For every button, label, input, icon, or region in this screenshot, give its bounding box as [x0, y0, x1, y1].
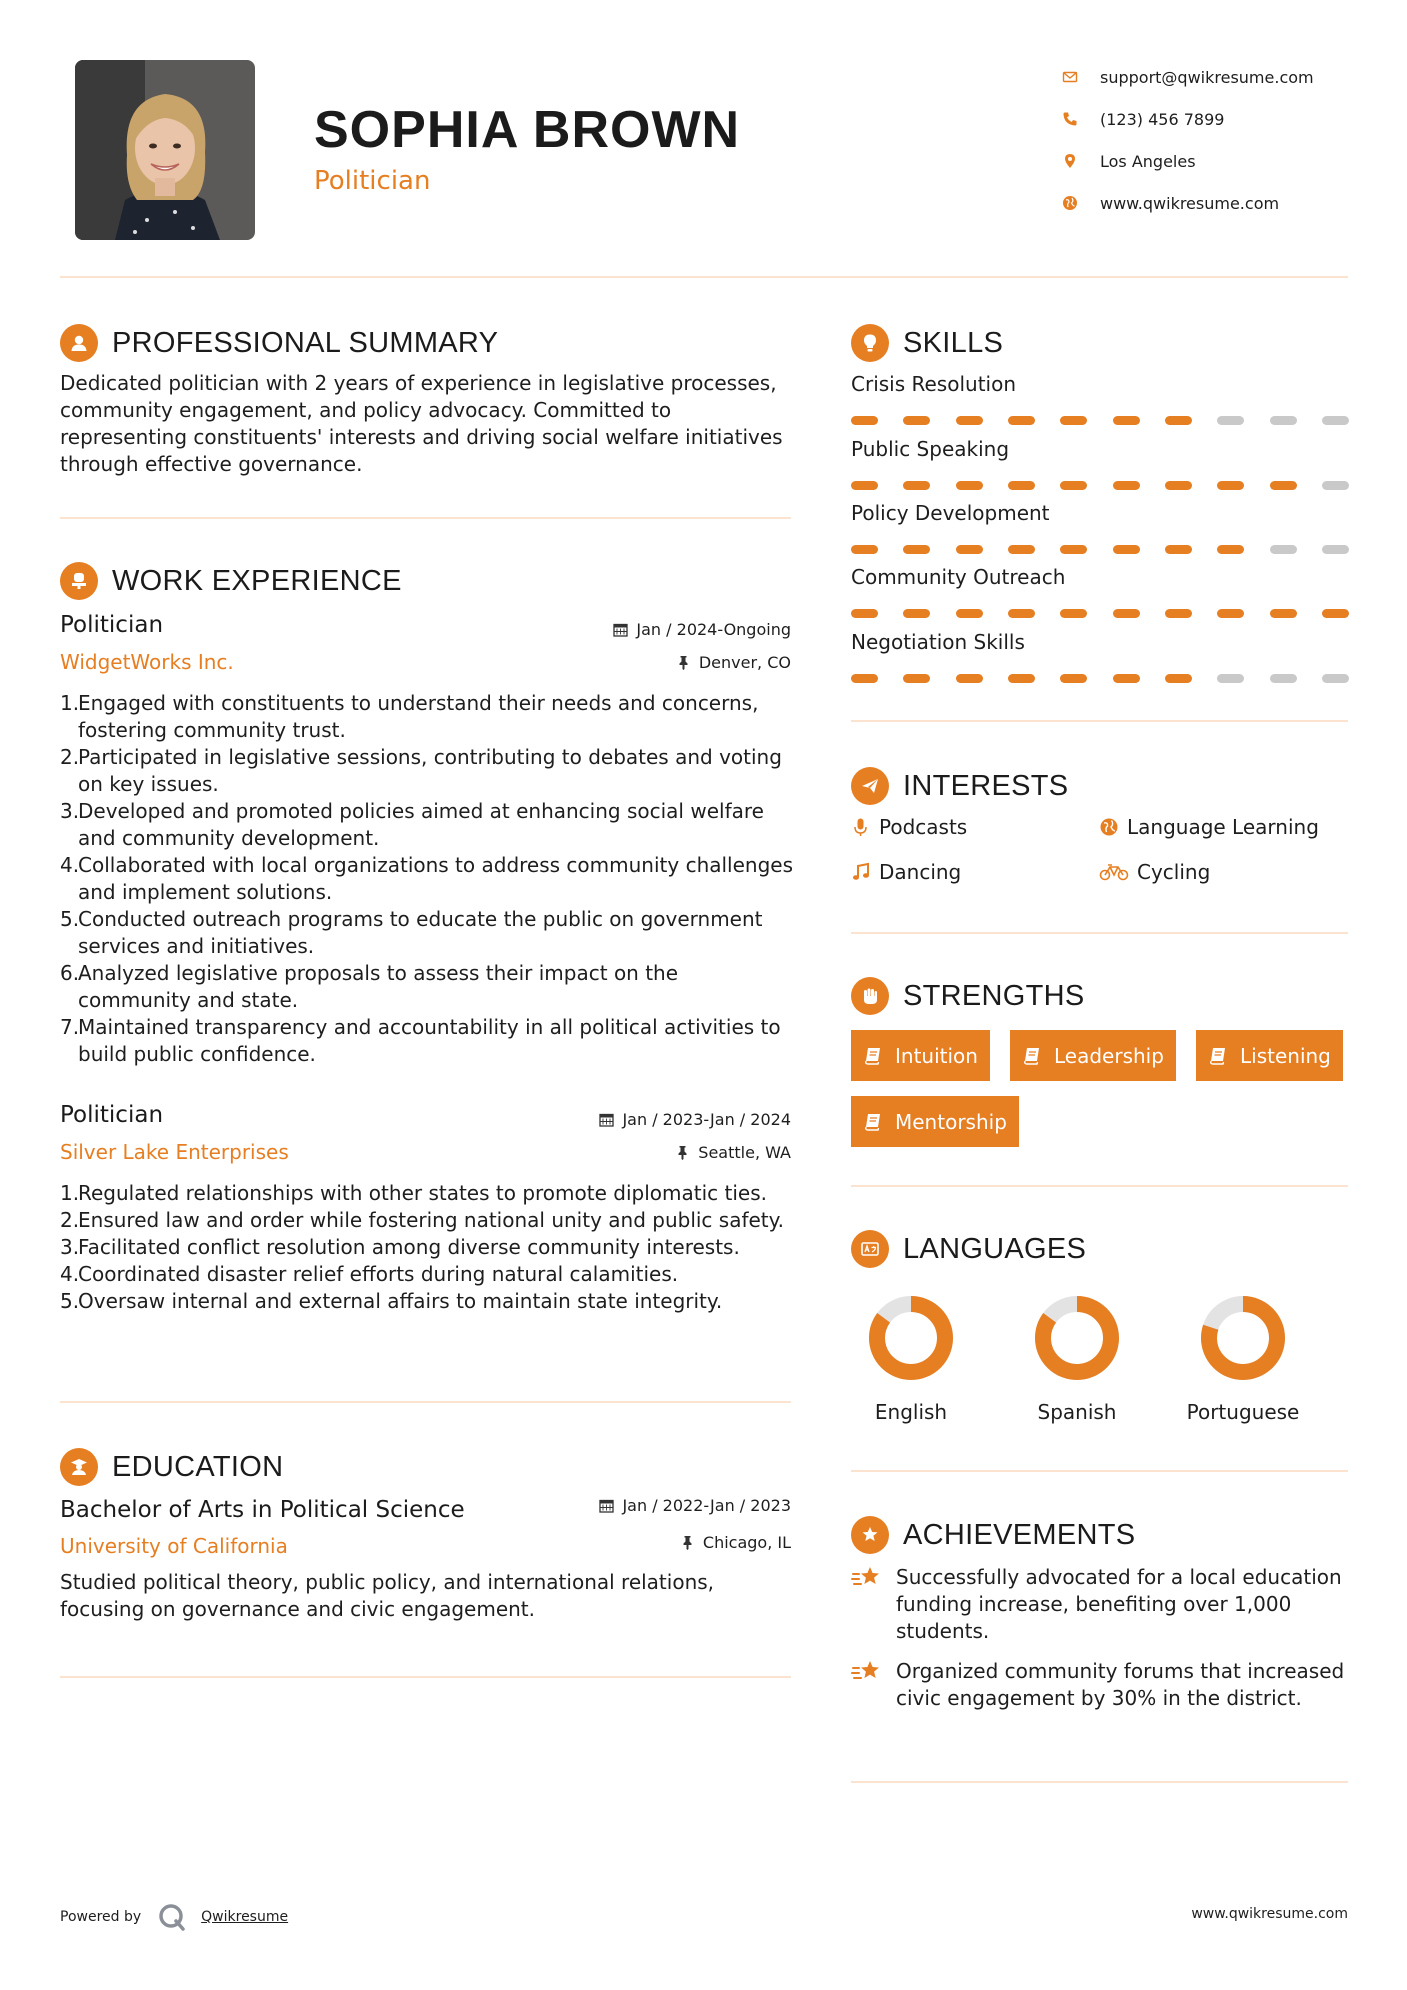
skill-segment	[1322, 416, 1349, 425]
pushpin-icon	[680, 1535, 695, 1550]
skill-segment	[1060, 481, 1087, 490]
skill-name: Negotiation Skills	[851, 630, 1025, 654]
list-item: 5. Conducted outreach programs to educate the public on government services and initiatives.	[60, 907, 763, 958]
experience-title: WORK EXPERIENCE	[112, 564, 402, 597]
languages-divider	[851, 1470, 1348, 1472]
interest-cycling	[1099, 860, 1210, 884]
achievement-text: Successfully advocated for a local education funding increase, benefiting over 1,000 students.	[896, 1565, 1342, 1643]
languages-heading	[851, 1230, 1086, 1268]
candidate-title: Politician	[314, 166, 431, 196]
skill-segment	[1113, 674, 1140, 683]
skill-rating	[851, 674, 1349, 683]
skill-rating	[851, 545, 1349, 554]
interest-label: Dancing	[879, 860, 962, 884]
contact-phone[interactable]	[1062, 98, 1362, 140]
education-heading	[60, 1448, 283, 1486]
strengths-title: STRENGTHS	[903, 979, 1085, 1012]
list-item: 1. Regulated relationships with other states to promote diplomatic ties.	[60, 1181, 767, 1205]
skill-segment	[851, 481, 878, 490]
contact-website[interactable]	[1062, 182, 1362, 224]
skill-item	[851, 372, 1351, 425]
strength-label: Leadership	[1054, 1043, 1164, 1068]
strength-badge	[1010, 1030, 1176, 1081]
footer-powered-by	[60, 1902, 288, 1932]
book-icon	[863, 1046, 883, 1066]
skill-segment	[1217, 674, 1244, 683]
interest-label: Cycling	[1137, 860, 1211, 884]
list-item: 3. Facilitated conflict resolution among diverse community interests.	[60, 1235, 740, 1259]
globe-icon	[1099, 817, 1119, 837]
interests-heading	[851, 767, 1068, 805]
contact-list	[1062, 56, 1362, 224]
skill-segment	[956, 481, 983, 490]
education-dates	[599, 1496, 791, 1515]
contact-location-value: Los Angeles	[1100, 151, 1196, 171]
skill-segment	[1165, 674, 1192, 683]
pushpin-icon	[675, 1145, 690, 1160]
calendar-icon	[599, 1498, 614, 1513]
skill-segment	[1217, 609, 1244, 618]
map-pin-icon	[1062, 153, 1100, 169]
contact-phone-value: (123) 456 7899	[1100, 109, 1225, 129]
skill-segment	[1008, 545, 1035, 554]
interest-label: Language Learning	[1127, 815, 1319, 839]
skill-segment	[1008, 416, 1035, 425]
skill-segment	[956, 545, 983, 554]
skill-segment	[903, 674, 930, 683]
skill-segment	[1165, 545, 1192, 554]
job-1-dates	[613, 620, 791, 639]
skill-segment	[851, 545, 878, 554]
calendar-icon	[599, 1112, 614, 1127]
experience-heading	[60, 562, 402, 600]
skill-item	[851, 565, 1351, 618]
contact-email-value: support@qwikresume.com	[1100, 67, 1314, 87]
language-name: English	[874, 1400, 948, 1424]
job-2-dates	[599, 1110, 791, 1129]
skill-item	[851, 501, 1351, 554]
skill-segment	[1008, 609, 1035, 618]
list-item: 4. Collaborated with local organizations to address community challenges and implement solutions.	[60, 853, 794, 904]
contact-location	[1062, 140, 1362, 182]
job-1-dates-value: Jan / 2024-Ongoing	[636, 620, 791, 639]
skill-segment	[903, 416, 930, 425]
list-item: 2. Participated in legislative sessions, contributing to debates and voting on key issues.	[60, 745, 782, 796]
skill-segment	[1217, 481, 1244, 490]
strength-badge	[851, 1030, 990, 1081]
skill-name: Policy Development	[851, 501, 1050, 525]
job-2-location	[675, 1143, 791, 1162]
achievements-title: ACHIEVEMENTS	[903, 1518, 1136, 1551]
language-donut	[867, 1294, 955, 1382]
language-item	[846, 1294, 976, 1424]
education-dates-value: Jan / 2022-Jan / 2023	[622, 1496, 791, 1515]
list-item: 6. Analyzed legislative proposals to assess their impact on the community and state.	[60, 961, 679, 1012]
strength-label: Listening	[1240, 1043, 1331, 1068]
list-item: 4. Coordinated disaster relief efforts during natural calamities.	[60, 1262, 679, 1286]
skill-segment	[1270, 609, 1297, 618]
language-donut	[1033, 1294, 1121, 1382]
summary-heading	[60, 324, 498, 362]
language-item	[1178, 1294, 1308, 1424]
translate-icon	[851, 1230, 889, 1268]
skill-segment	[851, 609, 878, 618]
music-note-icon	[851, 862, 871, 882]
strength-label: Mentorship	[895, 1109, 1007, 1134]
skill-segment	[1270, 545, 1297, 554]
job-1-company: WidgetWorks Inc.	[60, 650, 234, 674]
briefcase-icon	[60, 562, 98, 600]
education-title: EDUCATION	[112, 1450, 284, 1483]
skill-segment	[1165, 416, 1192, 425]
education-school: University of California	[60, 1534, 288, 1558]
contact-website-value: www.qwikresume.com	[1100, 193, 1280, 213]
strength-badge	[851, 1096, 1019, 1147]
skill-segment	[1217, 545, 1244, 554]
interest-podcasts	[851, 815, 967, 839]
skill-rating	[851, 609, 1349, 618]
pushpin-icon	[676, 655, 691, 670]
education-location-value: Chicago, IL	[702, 1533, 791, 1552]
achievement-text: Organized community forums that increased civic engagement by 30% in the district.	[896, 1659, 1345, 1710]
skill-segment	[1165, 481, 1192, 490]
skill-segment	[903, 609, 930, 618]
book-icon	[1208, 1046, 1228, 1066]
language-donut	[1199, 1294, 1287, 1382]
graduate-icon	[60, 1448, 98, 1486]
job-2-dates-value: Jan / 2023-Jan / 2024	[622, 1110, 791, 1129]
skill-rating	[851, 416, 1349, 425]
skill-segment	[1113, 416, 1140, 425]
skill-segment	[1270, 674, 1297, 683]
user-icon	[60, 324, 98, 362]
bicycle-icon	[1099, 862, 1129, 882]
language-name: Spanish	[1037, 1400, 1117, 1424]
job-2-role: Politician	[60, 1102, 164, 1128]
skill-segment	[1322, 545, 1349, 554]
skill-segment	[1060, 674, 1087, 683]
powered-by-label: Powered by	[60, 1909, 142, 1925]
header-divider	[60, 276, 1348, 278]
skill-segment	[1060, 545, 1087, 554]
calendar-icon	[613, 622, 628, 637]
envelope-icon	[1062, 69, 1100, 85]
skill-segment	[1113, 545, 1140, 554]
microphone-icon	[851, 817, 871, 837]
strengths-divider	[851, 1185, 1348, 1187]
footer-url[interactable]: www.qwikresume.com	[1191, 1906, 1348, 1922]
interests-divider	[851, 932, 1348, 934]
strengths-heading	[851, 977, 1085, 1015]
book-icon	[863, 1112, 883, 1132]
skill-segment	[1270, 481, 1297, 490]
list-item: 1. Engaged with constituents to understand their needs and concerns, fostering community trust.	[60, 691, 759, 742]
paper-plane-icon	[851, 767, 889, 805]
qwikresume-link[interactable]: Qwikresume	[201, 1909, 289, 1925]
lightbulb-icon	[851, 324, 889, 362]
interests-title: INTERESTS	[903, 769, 1069, 802]
job-2-location-value: Seattle, WA	[698, 1143, 791, 1162]
job-1-location-value: Denver, CO	[698, 653, 791, 672]
job-1-role: Politician	[60, 612, 164, 638]
skill-segment	[903, 481, 930, 490]
skill-segment	[1060, 416, 1087, 425]
skills-title: SKILLS	[903, 326, 1004, 359]
skill-segment	[1270, 416, 1297, 425]
skill-name: Public Speaking	[851, 437, 1010, 461]
skill-segment	[1113, 609, 1140, 618]
job-2-company: Silver Lake Enterprises	[60, 1140, 289, 1164]
job-1-location	[676, 653, 791, 672]
skill-segment	[903, 545, 930, 554]
skill-name: Crisis Resolution	[851, 372, 1016, 396]
languages-title: LANGUAGES	[903, 1232, 1087, 1265]
fist-icon	[851, 977, 889, 1015]
skills-divider	[851, 720, 1348, 722]
education-text: Studied political theory, public policy, and international relations, focusing on governance and civic engagement.	[60, 1570, 715, 1621]
skill-segment	[1322, 674, 1349, 683]
skills-heading	[851, 324, 1003, 362]
profile-photo	[75, 60, 255, 240]
skill-segment	[1322, 481, 1349, 490]
achievements-divider	[851, 1781, 1348, 1783]
strength-badge	[1196, 1030, 1343, 1081]
skill-segment	[1060, 609, 1087, 618]
book-icon	[1022, 1046, 1042, 1066]
candidate-name: SOPHIA BROWN	[314, 101, 741, 159]
skill-segment	[1322, 609, 1349, 618]
skill-segment	[956, 674, 983, 683]
summary-title: PROFESSIONAL SUMMARY	[112, 326, 499, 359]
qwikresume-logo-icon	[157, 1902, 187, 1932]
interest-dancing	[851, 860, 961, 884]
star-badge-icon	[851, 1516, 889, 1554]
skill-segment	[956, 416, 983, 425]
job-2-bullets	[60, 1180, 795, 1315]
skill-segment	[1008, 481, 1035, 490]
interest-label: Podcasts	[879, 815, 968, 839]
skill-rating	[851, 481, 1349, 490]
experience-divider	[60, 1401, 791, 1403]
list-item: 2. Ensured law and order while fostering national unity and public safety.	[60, 1208, 784, 1232]
list-item: 3. Developed and promoted policies aimed at enhancing social welfare and community development.	[60, 799, 764, 850]
achievement-item	[851, 1564, 1361, 1645]
education-location	[680, 1533, 791, 1552]
skill-segment	[1113, 481, 1140, 490]
summary-divider	[60, 517, 791, 519]
globe-icon	[1062, 195, 1100, 211]
skill-segment	[1165, 609, 1192, 618]
achievement-item	[851, 1658, 1361, 1712]
skill-item	[851, 437, 1351, 490]
language-item	[1012, 1294, 1142, 1424]
job-1-bullets	[60, 690, 795, 1068]
skill-item	[851, 630, 1351, 683]
language-name: Portuguese	[1186, 1400, 1300, 1424]
skill-segment	[1217, 416, 1244, 425]
shooting-star-icon	[851, 1564, 883, 1592]
achievements-heading	[851, 1516, 1135, 1554]
skill-name: Community Outreach	[851, 565, 1066, 589]
education-degree: Bachelor of Arts in Political Science	[60, 1497, 465, 1523]
contact-email[interactable]	[1062, 56, 1362, 98]
summary-text: Dedicated politician with 2 years of experience in legislative processes, community engagement, and policy advocacy. Committed to representing constituents' interests and driving social welfare initiatives through effective governance.	[60, 371, 783, 476]
strength-label: Intuition	[895, 1043, 978, 1068]
education-divider	[60, 1676, 791, 1678]
shooting-star-icon	[851, 1658, 883, 1686]
skill-segment	[956, 609, 983, 618]
list-item: 5. Oversaw internal and external affairs to maintain state integrity.	[60, 1289, 723, 1313]
skill-segment	[851, 674, 878, 683]
interest-language-learning	[1099, 815, 1319, 839]
list-item: 7. Maintained transparency and accountability in all political activities to build public confidence.	[60, 1015, 781, 1066]
skill-segment	[1008, 674, 1035, 683]
skill-segment	[851, 416, 878, 425]
phone-icon	[1062, 111, 1100, 127]
